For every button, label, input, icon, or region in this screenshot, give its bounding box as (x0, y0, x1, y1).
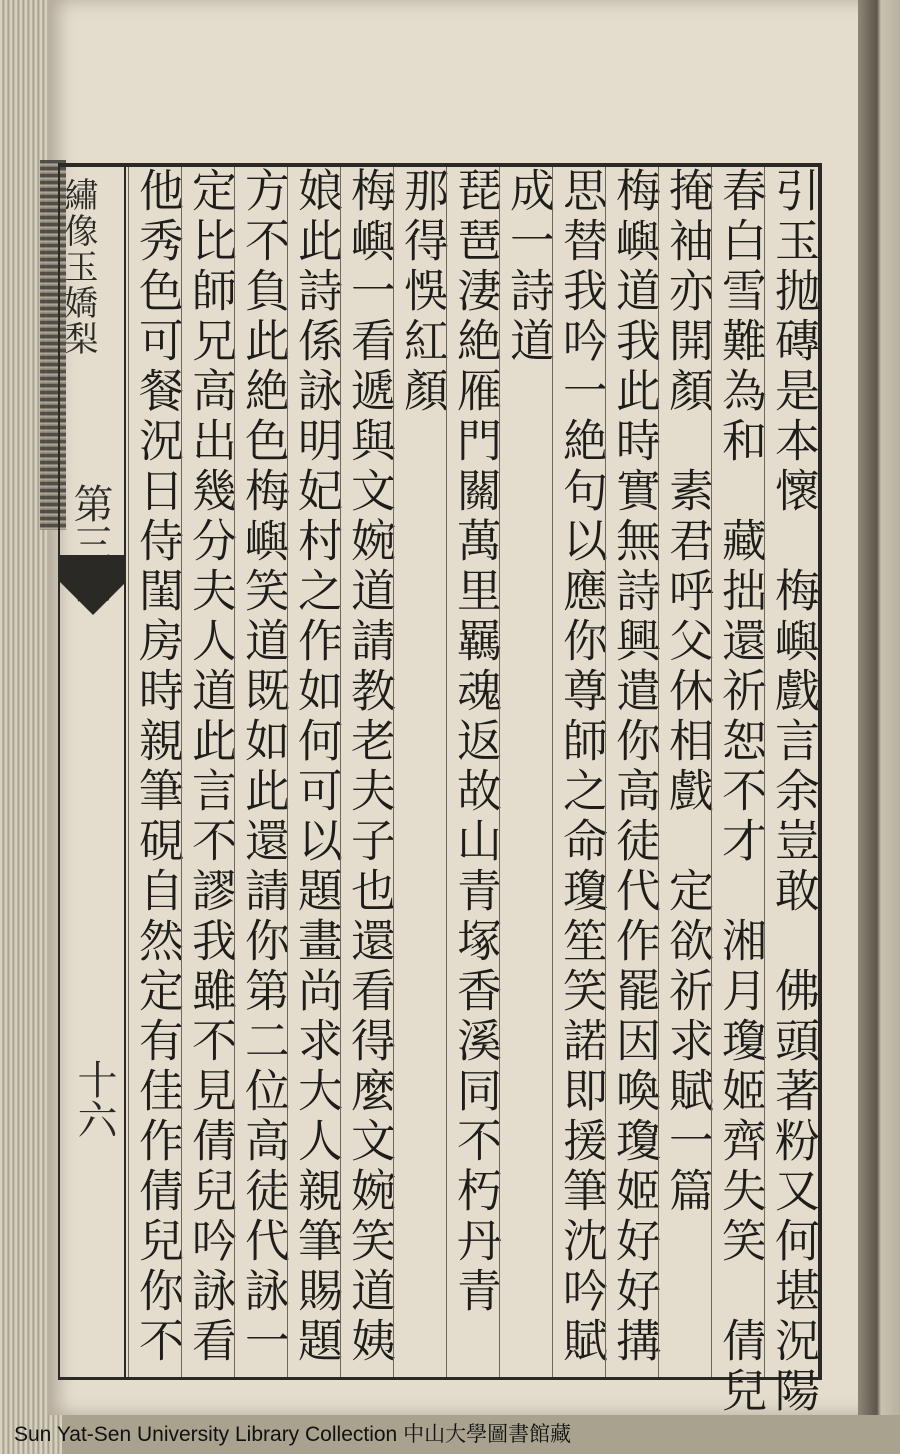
column-text: 思替我吟一絶句以應你尊師之命瓊笙笑諾即援筆沈吟賦 (555, 167, 608, 1367)
column-text: 娘此詩係詠明妃村之作如何可以題畫尚求大人親筆賜題 (290, 167, 343, 1367)
text-column (711, 167, 768, 1417)
text-column (393, 167, 450, 1377)
column-text: 春白雪難為和 藏拙還祈恕不才 湘月瓊姬齊失笑 倩兒 (714, 167, 767, 1417)
column-text: 那得悞紅顏 (396, 167, 449, 417)
text-column (764, 167, 821, 1417)
column-text: 梅嶼道我此時實無詩興遣你高徒代作罷因喚瓊姬好好搆 (608, 167, 661, 1367)
page-gutter (858, 0, 900, 1415)
text-column (128, 167, 185, 1377)
column-text: 成一詩道 (502, 167, 555, 367)
column-text: 掩袖亦開顏 素君呼父休相戲 定欲祈求賦一篇 (661, 167, 714, 1217)
collection-credit: Sun Yat-Sen University Library Collection 中山大學圖書館藏 (14, 1423, 572, 1446)
column-text: 引玉抛磚是本懷 梅嶼戲言余豈敢 佛頭著粉又何堪況陽 (767, 167, 820, 1417)
column-text: 定比師兄高出幾分夫人道此言不謬我雖不見倩兒吟詠看 (184, 167, 237, 1367)
book-title: 繡像玉嬌梨 (58, 177, 98, 357)
column-text: 方不負此絶色梅嶼笑道既如此還請你第二位高徒代詠一 (237, 167, 290, 1367)
text-columns (128, 167, 820, 1417)
leaf-number: 十六 (71, 1059, 117, 1139)
text-column (181, 167, 238, 1377)
column-text: 他秀色可餐況日侍閨房時親筆硯自然定有佳作倩兒你不 (131, 167, 184, 1367)
chapter-label: 第三回 (67, 483, 113, 603)
block-center-strip (60, 167, 126, 1377)
column-text: 琵琶淒絶雁門關萬里羈魂返故山青塚香溪同不朽丹青 (449, 167, 502, 1317)
text-frame (58, 163, 822, 1417)
text-column (552, 167, 609, 1377)
text-column (234, 167, 291, 1377)
text-column (287, 167, 344, 1377)
text-column (499, 167, 556, 1377)
text-column (605, 167, 662, 1377)
text-column (658, 167, 715, 1377)
text-column (340, 167, 397, 1377)
text-column (446, 167, 503, 1377)
column-text: 梅嶼一看遞與文婉道請教老夫子也還看得麼文婉笑道姨 (343, 167, 396, 1367)
